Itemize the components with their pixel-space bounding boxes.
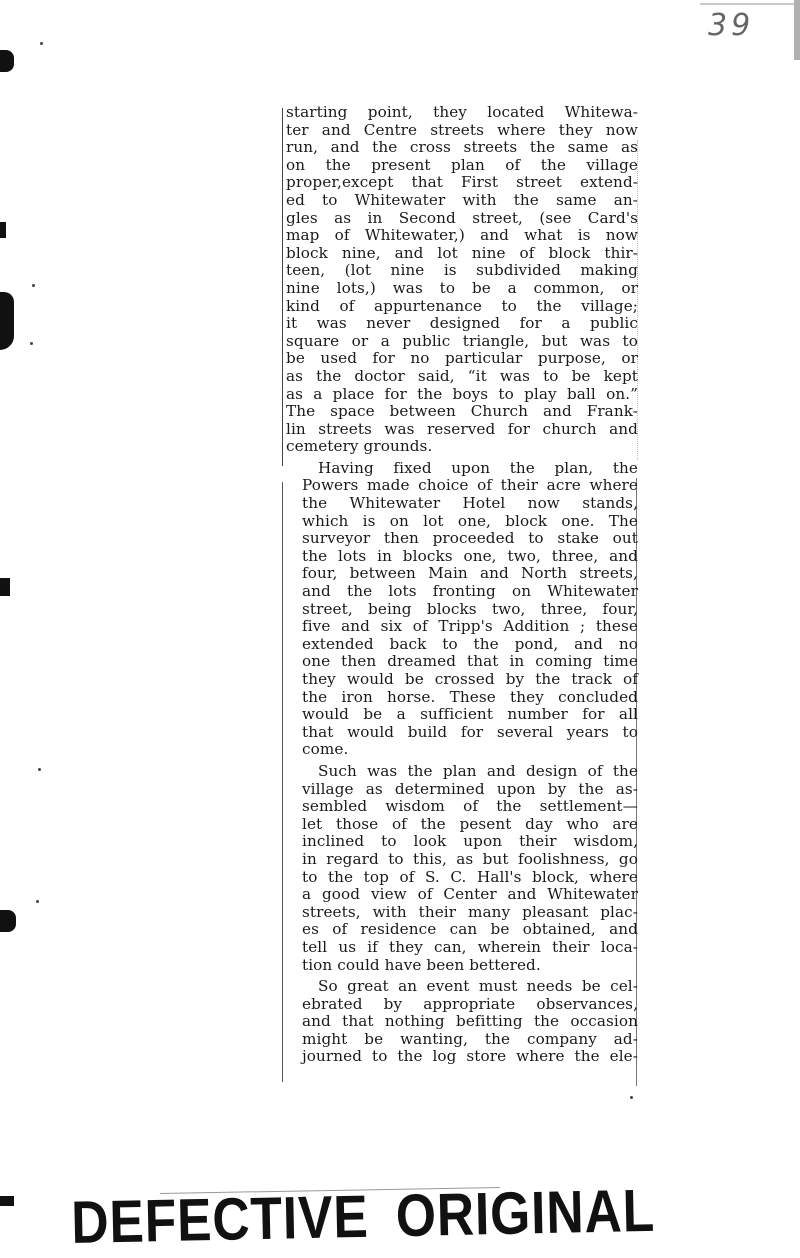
paragraph-4 [286,978,638,1066]
scan-edge-rule [700,3,800,5]
paragraph-2 [286,460,638,759]
paragraph-1 [286,104,638,456]
text-line: kind of appurtenance to the village; [286,296,638,315]
text-line: come. [302,740,349,759]
text-line: let those of the pesent day who are [302,814,638,833]
speck [40,42,43,45]
text-line: in regard to this, as but foolishness, go [302,849,638,868]
text-line: run, and the cross streets the same as [286,138,638,157]
text-line: village as determined upon by the as- [302,779,638,798]
newspaper-clipping [286,104,638,1092]
text-line: would be a sufficient number for all [302,705,638,724]
text-line: lin streets was reserved for church and [286,419,638,438]
stamp-label: DEFECTIVE ORIGINAL [70,1176,656,1256]
text-line: inclined to look upon their wisdom, [302,832,638,851]
text-line: sembled wisdom of the settlement— [302,797,638,816]
text-line: Powers made choice of their acre where [302,476,638,495]
text-line: as a place for the boys to play ball on.” [286,384,638,403]
text-line: So great an event must needs be cel- [318,977,638,996]
text-line: ter and Centre streets where they now [286,120,638,139]
text-line: tion could have been bettered. [302,955,541,974]
text-line: streets, with their many pleasant plac- [302,902,638,921]
text-line: map of Whitewater,) and what is now [286,226,638,245]
text-line: one then dreamed that in coming time [302,652,638,671]
text-line: four, between Main and North streets, [302,564,638,583]
text-line: on the present plan of the village [286,155,638,174]
text-line: five and six of Tripp's Addition ; these [302,617,638,636]
text-line: extended back to the pond, and no [302,634,638,653]
text-line: Such was the plan and design of the [318,761,638,780]
speck [38,768,41,771]
text-line: might be wanting, the company ad- [302,1029,638,1048]
text-line: cemetery grounds. [286,437,433,456]
text-line: and the lots fronting on Whitewater [302,582,638,601]
paragraph-3 [286,763,638,974]
margin-blot [0,222,6,238]
text-line: and that nothing befitting the occasion [302,1012,638,1031]
text-line: be used for no particular purpose, or [286,349,638,368]
text-line: the lots in blocks one, two, three, and [302,546,638,565]
text-line: to the top of S. C. Hall's block, where [302,867,638,886]
column-rule-left [282,108,283,466]
speck [30,342,33,345]
text-line: tell us if they can, wherein their loca- [302,937,638,956]
handwritten-page-number: 39 [708,8,755,43]
text-line: which is on lot one, block one. The [302,511,638,530]
text-line: journed to the log store where the ele- [302,1047,638,1066]
margin-blot [0,292,14,350]
text-line: nine lots,) was to be a common, or [286,278,638,297]
defective-original-stamp [71,1178,762,1254]
text-line: they would be crossed by the track of [302,670,638,688]
margin-blot [0,578,10,596]
text-line: block nine, and lot nine of block thir- [286,243,638,262]
margin-blot [0,910,16,932]
text-line: proper,except that First street extend- [286,173,638,192]
scan-edge-shadow [794,0,800,60]
text-line: ed to Whitewater with the same an- [286,190,638,209]
text-line: the Whitewater Hotel now stands, [302,494,638,513]
speck [32,284,35,287]
column-rule-left [282,482,283,1082]
text-line: surveyor then proceeded to stake out [302,529,638,548]
text-line: square or a public triangle, but was to [286,331,638,350]
text-line: gles as in Second street, (see Card's [286,208,638,227]
text-line: The space between Church and Frank- [286,402,638,421]
text-line: Having fixed upon the plan, the [318,458,638,477]
text-line: starting point, they located Whitewa- [286,103,638,121]
text-line: street, being blocks two, three, four, [302,599,638,618]
text-line: es of residence can be obtained, and [302,920,638,939]
text-line: ebrated by appropriate observances, [302,994,638,1013]
speck [36,900,39,903]
speck [630,1096,633,1099]
text-line: as the doctor said, “it was to be kept [286,366,638,385]
margin-blot [0,50,14,72]
text-line: a good view of Center and Whitewater [302,885,638,904]
text-line: that would build for several years to [302,722,638,741]
text-line: it was never designed for a public [286,314,638,333]
margin-blot [0,1196,14,1206]
text-line: teen, (lot nine is subdivided making [286,261,638,280]
text-line: the iron horse. These they concluded [302,687,638,706]
